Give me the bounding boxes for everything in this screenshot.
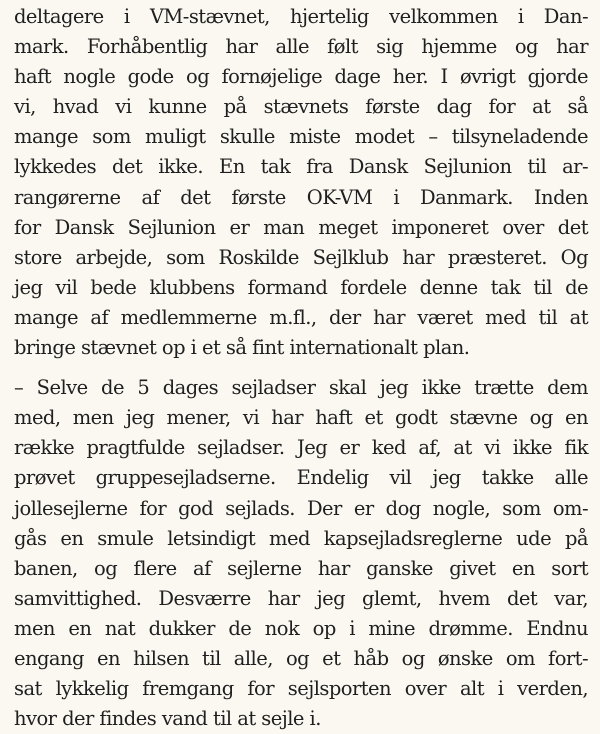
paragraph-1 [14, 2, 588, 363]
text-line: bringe stævnet op i et så fint internationalt plan. [14, 336, 470, 360]
paragraph-2 [14, 373, 588, 734]
text-line: men en nat dukker de nok op i mine drømme. Endnu [14, 616, 588, 640]
text-line: mark. Forhåbentlig har alle følt sig hjemme og har [14, 35, 588, 59]
text-line: prøvet gruppesejladserne. Endelig vil jeg takke alle [14, 466, 588, 490]
text-line: haft nogle gode og fornøjelige dage her. I øvrigt gjorde [14, 65, 588, 89]
document-page [14, 2, 588, 734]
text-line: for Dansk Sejlunion er man meget imponeret over det [14, 215, 588, 239]
text-line: mange som muligt skulle miste modet – tilsyneladende [14, 125, 588, 149]
text-line: banen, og flere af sejlerne har ganske givet en sort [14, 556, 588, 580]
text-line: jollesejlerne for god sejlads. Der er dog nogle, som om- [14, 496, 588, 520]
text-line: gås en smule letsindigt med kapsejladsreglerne ude på [14, 526, 588, 550]
text-line: rangørerne af det første OK-VM i Danmark. Inden [14, 185, 588, 209]
text-line: – Selve de 5 dages sejladser skal jeg ikke trætte dem [14, 376, 588, 400]
text-line: store arbejde, som Roskilde Sejlklub har præsteret. Og [14, 245, 588, 269]
text-line: sat lykkelig fremgang for sejlsporten over alt i verden, [14, 677, 588, 701]
text-line: vi, hvad vi kunne på stævnets første dag for at så [14, 95, 588, 119]
text-line: hvor der findes vand til at sejle i. [14, 707, 321, 731]
text-line: mange af medlemmerne m.fl., der har været med til at [14, 305, 588, 329]
text-line: med, men jeg mener, vi har haft et godt stævne og en [14, 406, 588, 430]
text-line: jeg vil bede klubbens formand fordele denne tak til de [14, 275, 588, 299]
text-line: lykkedes det ikke. En tak fra Dansk Sejlunion til ar- [14, 155, 588, 179]
text-line: engang en hilsen til alle, og et håb og ønske om fort- [14, 646, 588, 670]
text-line: deltagere i VM-stævnet, hjertelig velkommen i Dan- [14, 5, 588, 28]
text-line: samvittighed. Desværre har jeg glemt, hvem det var, [14, 586, 588, 610]
text-line: række pragtfulde sejladser. Jeg er ked af, at vi ikke fik [14, 436, 588, 460]
